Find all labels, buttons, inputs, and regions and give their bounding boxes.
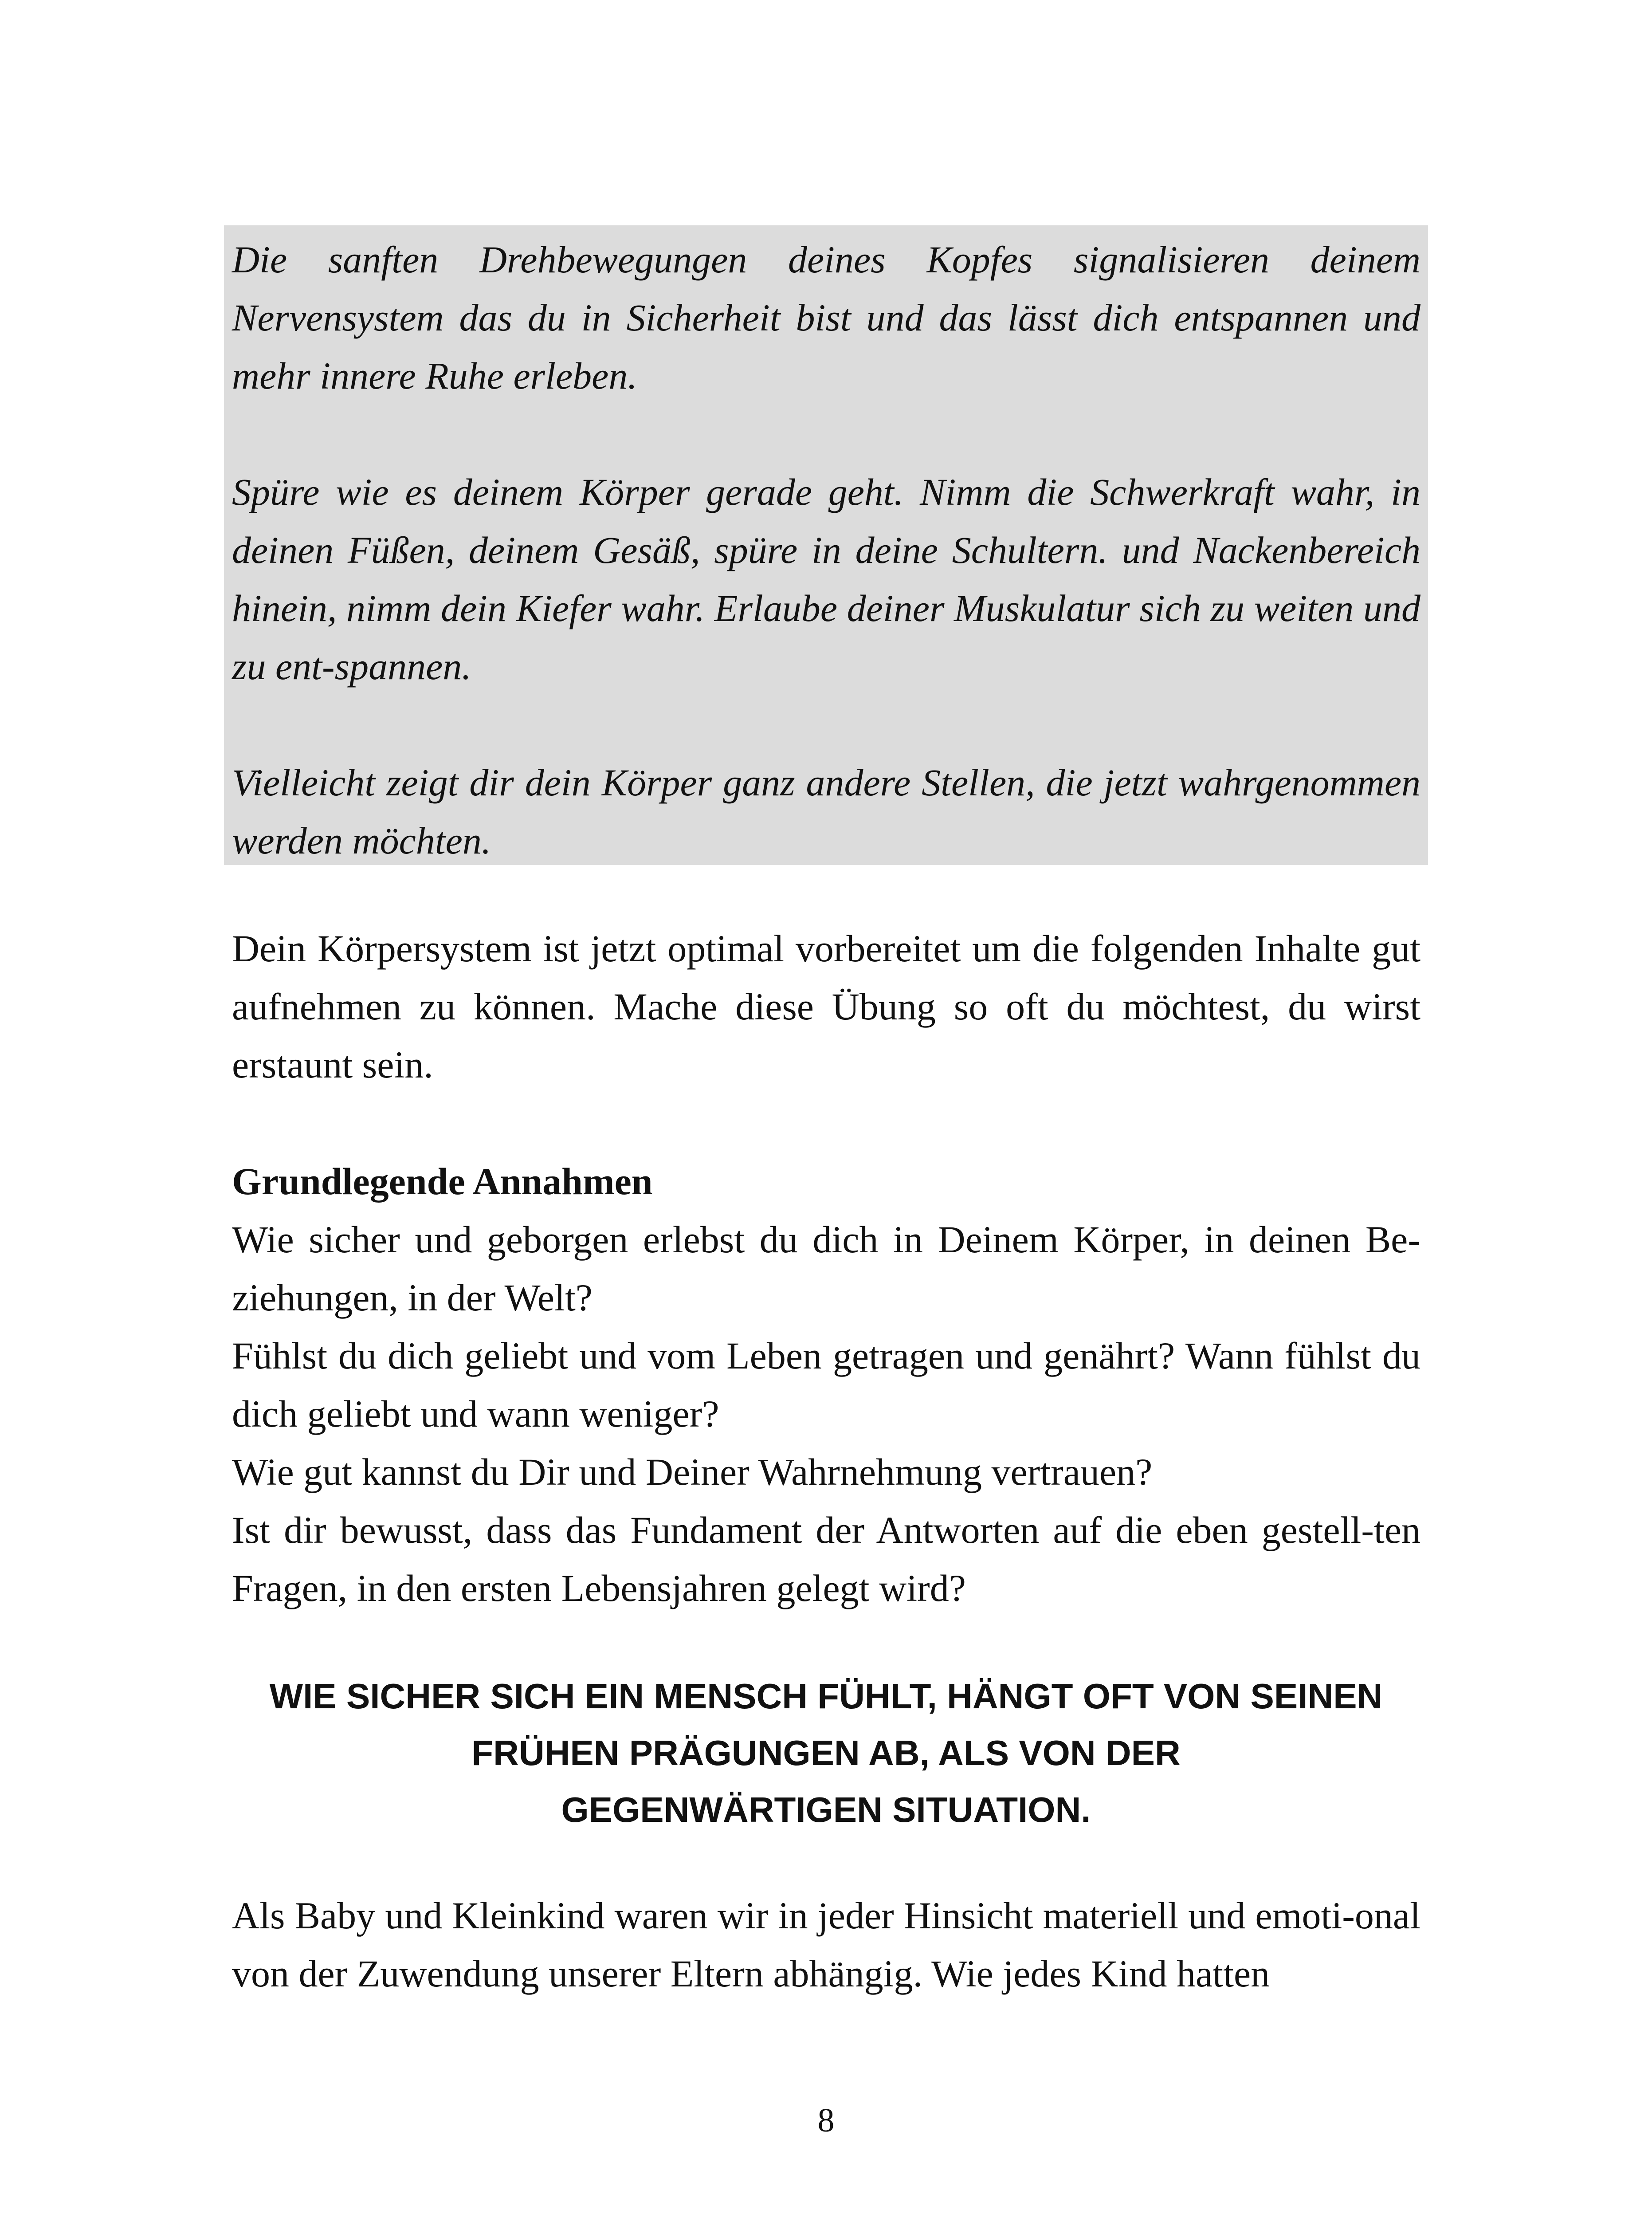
question-1: Wie sicher und geborgen erlebst du dich in Deinem Körper, in deinen Be-ziehungen, in der Welt? [232,1218,1420,1319]
callout-line-2: FRÜHEN PRÄGUNGEN AB, ALS VON DER [471,1733,1181,1773]
exercise-paragraph-2: Spüre wie es deinem Körper gerade geht. Nimm die Schwerkraft wahr, in deinen Füßen, deinem Gesäß, spüre in deine Schultern. und Nackenbereich hinein, nimm dein Kiefer wahr. Erlaube deiner Muskulatur sich zu weiten und zu ent-spannen. [232,471,1420,688]
shaded-exercise-box [224,225,1428,865]
question-2: Fühlst du dich geliebt und vom Leben getragen und genährt? Wann fühlst du dich geliebt und wann weniger? [232,1334,1420,1435]
page-number: 8 [817,2102,835,2139]
exercise-paragraph-1: Die sanften Drehbewegungen deines Kopfes signalisieren deinem Nervensystem das du in Sicherheit bist und das lässt dich entspannen und mehr innere Ruhe erleben. [232,238,1420,397]
intro-paragraph: Dein Körpersystem ist jetzt optimal vorbereitet um die folgenden Inhalte gut aufnehmen zu können. Mache diese Übung so oft du möchtest, du wirst erstaunt sein. [232,927,1420,1086]
question-4: Ist dir bewusst, dass das Fundament der Antworten auf die eben gestell-ten Fragen, in den ersten Lebensjahren gelegt wird? [232,1509,1420,1609]
section-heading: Grundlegende Annahmen [232,1160,653,1203]
question-3: Wie gut kannst du Dir und Deiner Wahrnehmung vertrauen? [232,1451,1153,1493]
question-list [232,1211,1420,1617]
closing-paragraph: Als Baby und Kleinkind waren wir in jeder Hinsicht materiell und emoti-onal von der Zuwendung unserer Eltern abhängig. Wie jedes Kind hatten [232,1894,1420,1995]
exercise-paragraph-3: Vielleicht zeigt dir dein Körper ganz andere Stellen, die jetzt wahrgenommen werden möchten. [232,761,1420,862]
emphasis-callout [224,1668,1428,1838]
callout-line-3: GEGENWÄRTIGEN SITUATION. [561,1790,1091,1829]
callout-line-1: WIE SICHER SICH EIN MENSCH FÜHLT, HÄNGT OFT VON SEINEN [269,1676,1383,1716]
